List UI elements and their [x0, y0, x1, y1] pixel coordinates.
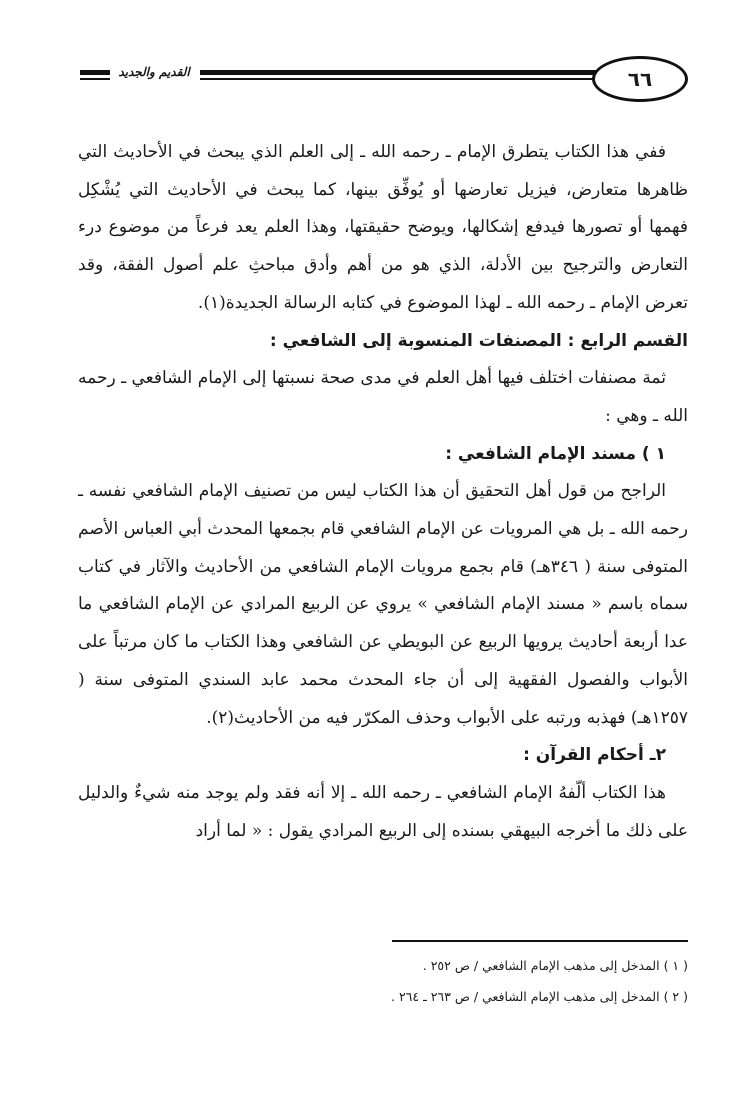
- page-body: [78, 134, 688, 850]
- paragraph-intro: ففي هذا الكتاب يتطرق الإمام ـ رحمه الله ـ إلى العلم الذي يبحث في الأحاديث التي ظاهرها متعارض، فيزيل تعارضها أو يُوفِّق بينها، كما يبحث في الأحاديث التي يُشْكِل فهمها أو تصورها فيدفع إشكالها، ويوضح حقيقتها، وهذا العلم يعد فرعاً من موضوع درء التعارض والترجيح بين الأدلة، الذي هو من أهم وأدق مباحثِ علم أصول الفقة، وقد تعرض الإمام ـ رحمه الله ـ لهذا الموضوع في كتابه الرسالة الجديدة(١).: [78, 142, 688, 313]
- subheading-ahkam-quran: ٢ـ أحكام القرآن :: [523, 745, 666, 766]
- section-heading-attributed-works: القسم الرابع : المصنفات المنسوبة إلى الشافعي :: [269, 330, 688, 351]
- footnote-separator: [392, 940, 688, 942]
- header-end-rule-thin: [80, 78, 110, 80]
- subheading-musnad: ١ ) مسند الإمام الشافعي :: [445, 443, 666, 464]
- running-title: القديم والجديد: [118, 65, 190, 79]
- header-rule-thick: [200, 70, 600, 75]
- paragraph-musnad: الراجح من قول أهل التحقيق أن هذا الكتاب ليس من تصنيف الإمام الشافعي نفسه ـ رحمه الله ـ بل هي المرويات عن الإمام الشافعي قام بجمعها المحدث أبي العباس الأصم المتوفى سنة ( ٣٤٦هـ) قام بجمع مرويات الإمام الشافعي من الأحاديث والآثار في كتاب سماه باسم « مسند الإمام الشافعي » يروي عن الربيع المرادي عن الإمام الشافعي ما عدا أربعة أحاديث يرويها الربيع عن البويطي عن الشافعي وهذا الكتاب ما كان مرتباً على الأبواب والفصول الفقهية إلى أن جاء المحدث محمد عابد السندي المتوفى سنة ( ١٢٥٧هـ) فهذبه ورتبه على الأبواب وحذف المكرّر فيه من الأحاديث(٢).: [78, 481, 688, 728]
- page-header: [80, 56, 688, 108]
- header-rule-thin: [200, 78, 600, 80]
- header-end-rule-thick: [80, 70, 110, 75]
- paragraph-attributed-works: ثمة مصنفات اختلف فيها أهل العلم في مدى صحة نسبتها إلى الإمام الشافعي ـ رحمه الله ـ وهي :: [78, 368, 688, 426]
- footnote-2: ( ٢ ) المدخل إلى مذهب الإمام الشافعي / ص ٢٦٣ ـ ٢٦٤ .: [390, 989, 688, 1004]
- footnotes: [88, 950, 688, 1012]
- page-number: ٦٦: [592, 56, 688, 102]
- paragraph-ahkam-quran: هذا الكتاب ألّفهُ الإمام الشافعي ـ رحمه الله ـ إلا أنه فقد ولم يوجد منه شيءٌ والدليل على ذلك ما أخرجه البيهقي بسنده إلى الربيع المرادي يقول : « لما أراد: [78, 782, 688, 841]
- footnote-1: ( ١ ) المدخل إلى مذهب الإمام الشافعي / ص ٢٥٢ .: [422, 958, 688, 973]
